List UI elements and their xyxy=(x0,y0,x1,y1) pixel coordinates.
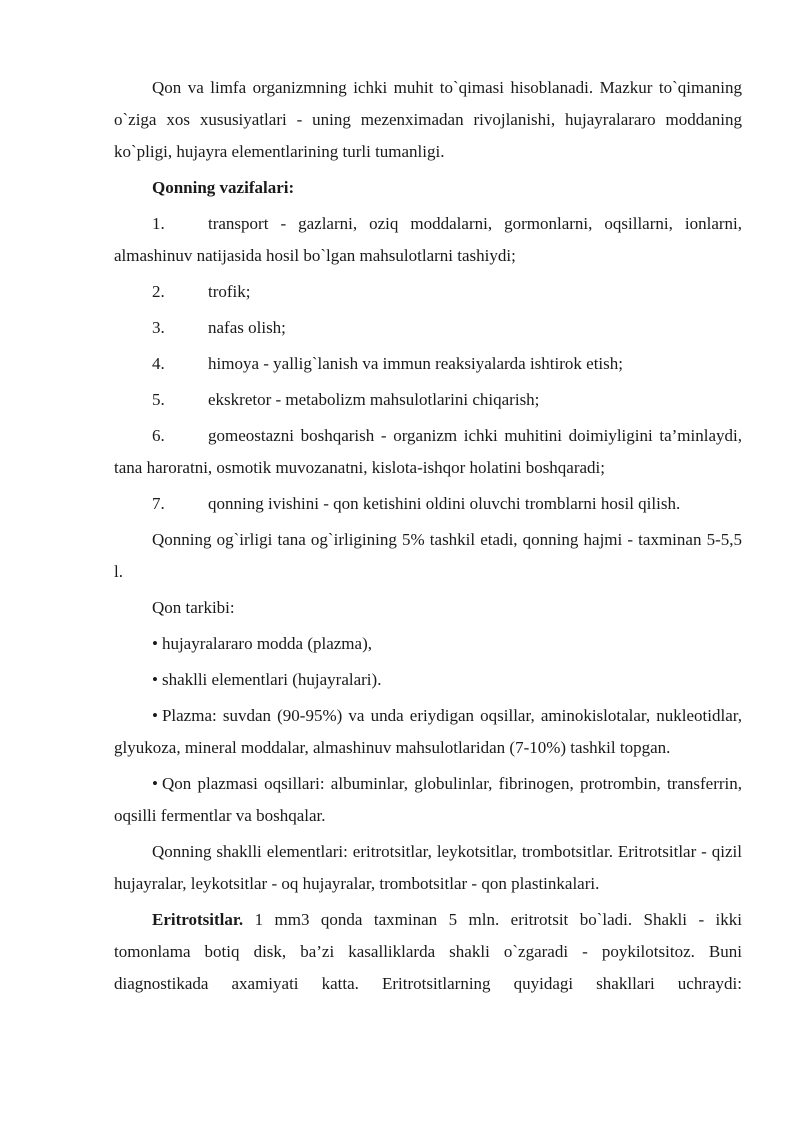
elements-paragraph: Qonning shaklli elementlari: eritrotsitlar, leykotsitlar, trombotsitlar. Eritrotsitlar - qizil hujayralar, leykotsitlar - oq hujayralar, trombotsitlar - qon plastinkalari. xyxy=(114,842,742,893)
list-item: 1. transport - gazlarni, oziq moddalarni, gormonlarni, oqsillarni, ionlarni, almashinuv natijasida hosil bo`lgan mahsulotlarni tashiydi; xyxy=(114,214,742,265)
functions-heading: Qonning vazifalari: xyxy=(152,178,295,197)
list-item: • Plazma: suvdan (90-95%) va unda eriydigan oqsillar, aminokislotalar, nukleotidlar, glyukoza, mineral moddalar, almashinuv mahsulotlaridan (7-10%) tashkil topgan. xyxy=(114,700,742,764)
bullet-icon: • xyxy=(152,670,158,689)
list-item: 3. nafas olish; xyxy=(152,318,286,337)
intro-paragraph: Qon va limfa organizmning ichki muhit to`qimasi hisoblanadi. Mazkur to`qimaning o`ziga xos xususiyatlari - uning mezenximadan rivojlanishi, hujayralararo moddaning ko`pligi, hujayra elementlarining turli tumanligi. xyxy=(114,78,742,161)
erythrocytes-text: 1 mm3 qonda taxminan 5 mln. eritrotsit bo`ladi. Shakli - ikki tomonlama botiq disk, ba’zi kasalliklarda shakli o`zgaradi - poykilotsitoz. Buni diagnostikada axamiyati katta. Eritrotsitlarning quyidagi shakllari uchraydi: xyxy=(114,910,742,993)
erythrocytes-term: Eritrotsitlar. xyxy=(152,910,244,929)
list-item: 7. qonning ivishini - qon ketishini oldini oluvchi tromblarni hosil qilish. xyxy=(152,494,681,513)
list-item: 5. ekskretor - metabolizm mahsulotlarini chiqarish; xyxy=(152,390,540,409)
bullet-icon: • xyxy=(152,634,158,653)
bullet-icon: • xyxy=(152,706,158,725)
composition-heading: Qon tarkibi: xyxy=(152,598,235,617)
list-item: • shaklli elementlari (hujayralari). xyxy=(114,664,742,696)
list-item: 6. gomeostazni boshqarish - organizm ichki muhitini doimiyligini ta’minlaydi, tana haroratni, osmotik muvozanatni, kislota-ishqor holatini boshqaradi; xyxy=(114,426,742,477)
erythrocytes-paragraph xyxy=(114,904,742,1000)
composition-list xyxy=(114,628,742,832)
list-item: • Qon plazmasi oqsillari: albuminlar, globulinlar, fibrinogen, protrombin, transferrin, oqsilli fermentlar va boshqalar. xyxy=(114,768,742,832)
list-item: 4. himoya - yallig`lanish va immun reaksiyalarda ishtirok etish; xyxy=(152,354,623,373)
bullet-icon: • xyxy=(152,774,158,793)
list-item: • hujayralararo modda (plazma), xyxy=(114,628,742,660)
functions-list xyxy=(114,208,742,520)
document-body xyxy=(114,72,742,1004)
weight-paragraph: Qonning og`irligi tana og`irligining 5% tashkil etadi, qonning hajmi - taxminan 5-5,5 l. xyxy=(114,530,742,581)
list-item: 2. trofik; xyxy=(152,282,251,301)
